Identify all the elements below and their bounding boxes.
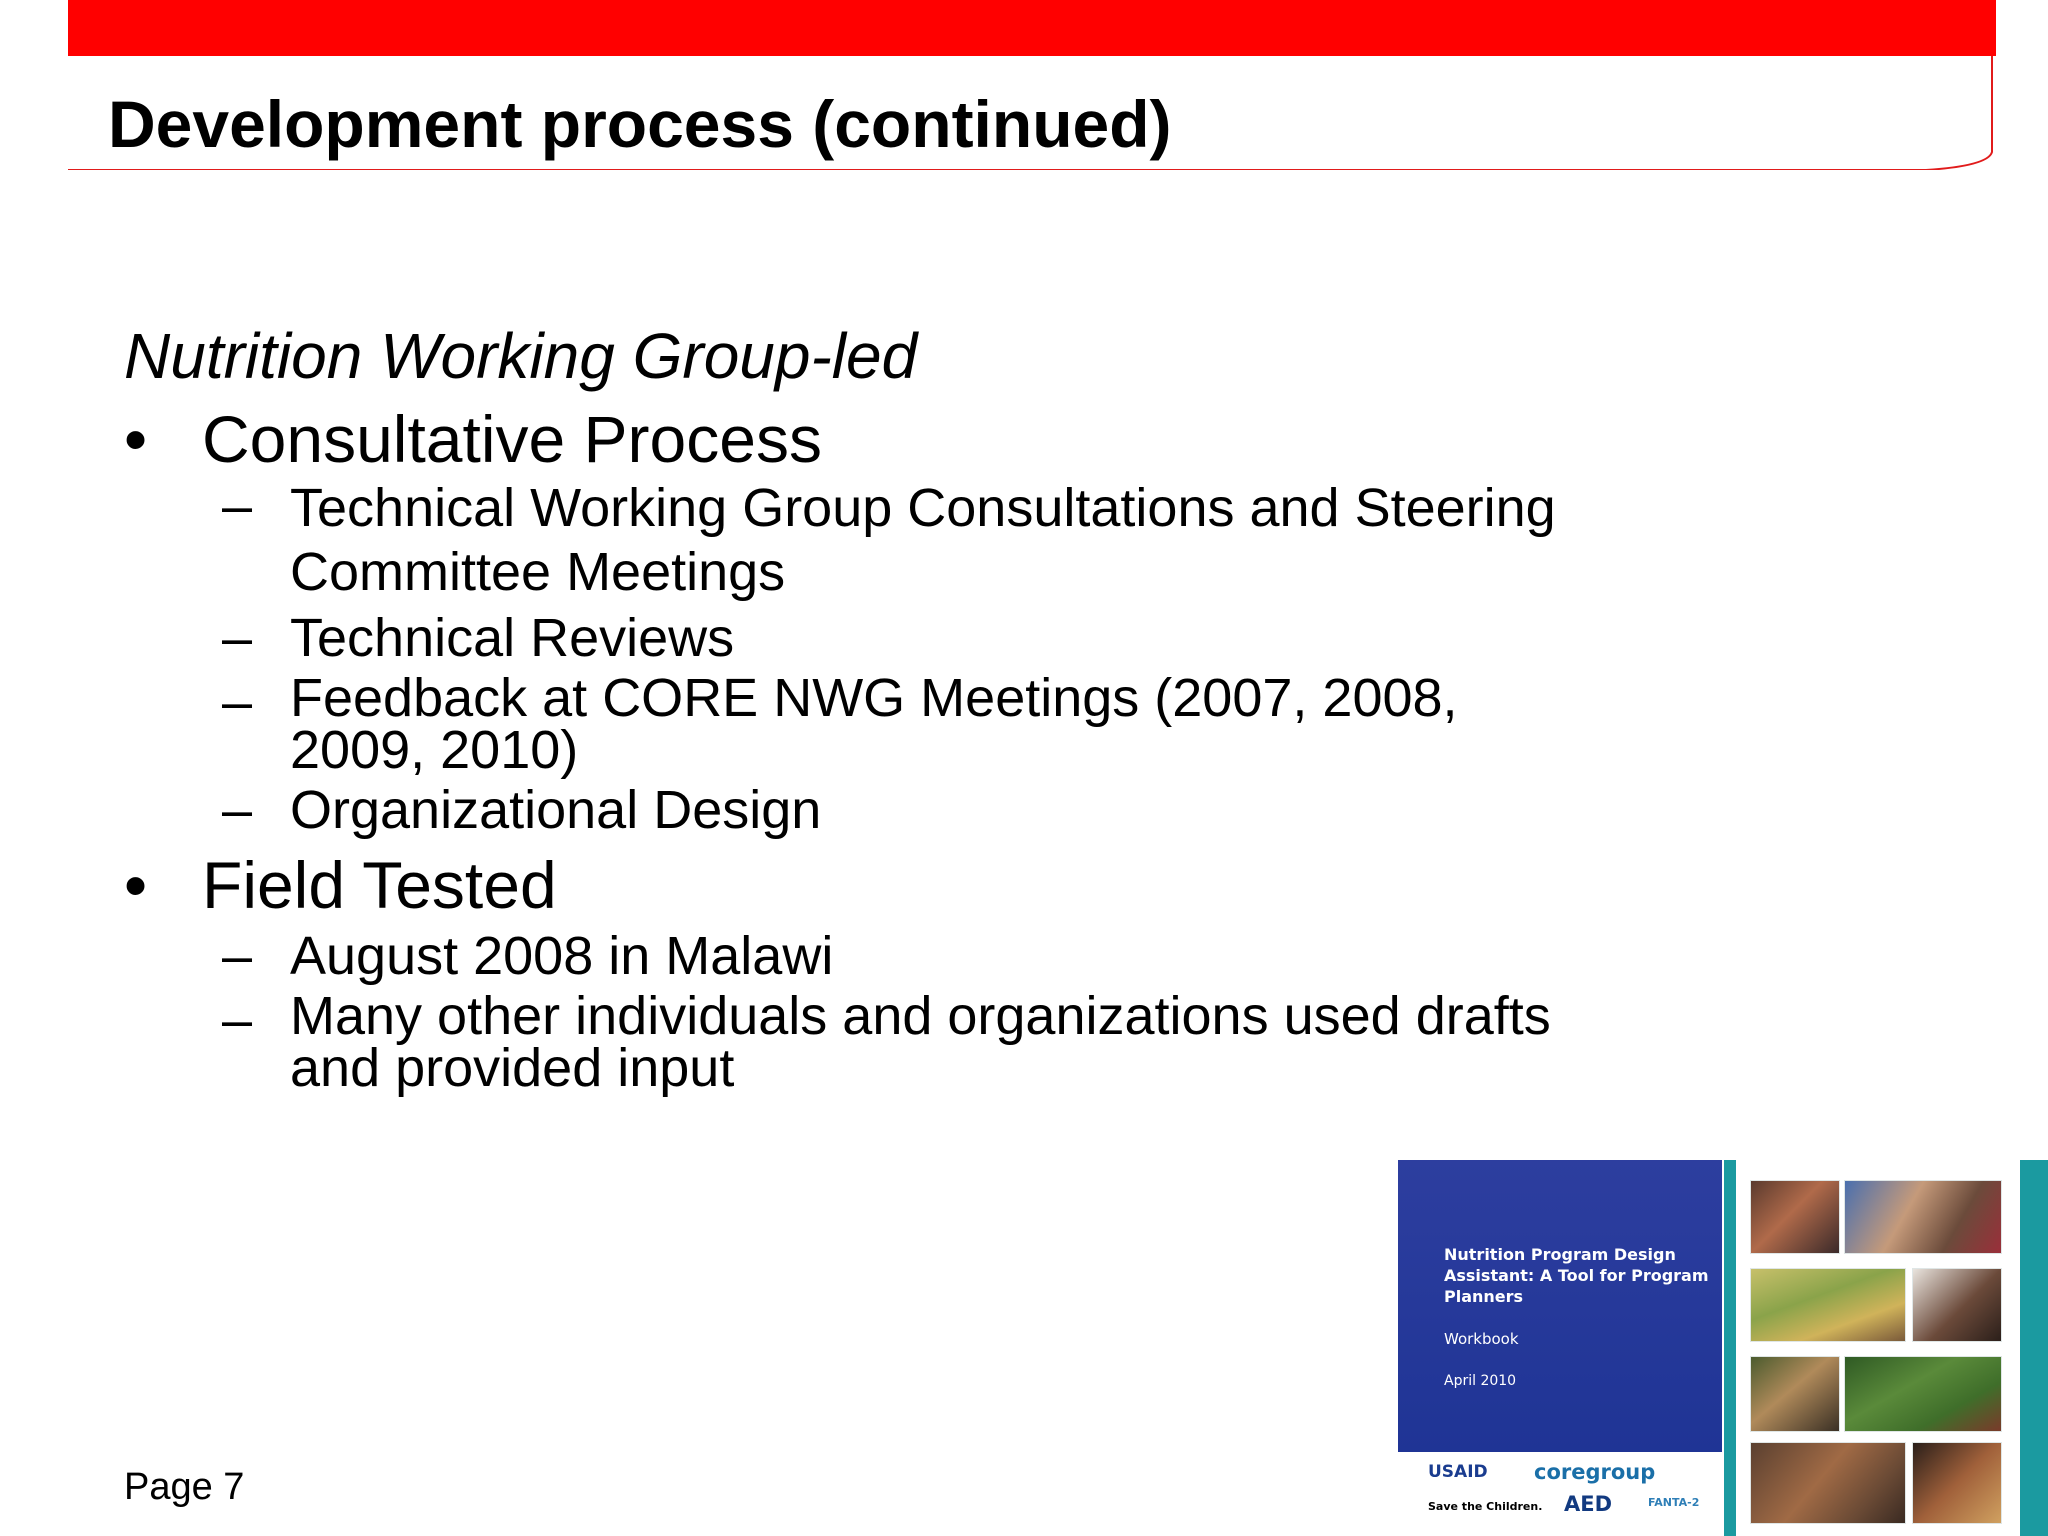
cover-teal-stripe-right (2020, 1160, 2048, 1536)
dash-mark: – (222, 926, 253, 986)
cover-subtitle: Workbook (1444, 1330, 1519, 1348)
bullet-mark: • (124, 848, 148, 922)
dash-mark: – (222, 990, 253, 1050)
page-number: Page 7 (124, 1466, 245, 1508)
usaid-logo: USAID (1428, 1462, 1488, 1482)
sub-item-text: 2009, 2010) (290, 720, 579, 780)
cover-blue-panel (1398, 1160, 1722, 1452)
bullet-label: Field Tested (202, 848, 557, 922)
sub-item-text: Organizational Design (290, 780, 822, 840)
photo-field-crops (1844, 1356, 2002, 1432)
photo-group-women (1844, 1180, 2002, 1254)
lead-text: Nutrition Working Group-led (124, 320, 918, 392)
bullet-field-tested (124, 848, 1724, 922)
sub-item-august-2008-malawi (124, 926, 1724, 986)
dash-mark: – (222, 672, 253, 732)
photo-village-group (1750, 1442, 1906, 1524)
photo-children-eating (1750, 1356, 1840, 1432)
fanta-logo: FANTA-2 (1648, 1496, 1700, 1509)
sub-item-text: Many other individuals and organizations used drafts (290, 986, 1551, 1046)
photo-woman-child (1912, 1268, 2002, 1342)
photo-mother-child (1750, 1180, 1840, 1254)
bullet-consultative-process (124, 402, 1724, 476)
workbook-cover-image (1398, 1160, 2048, 1536)
sub-item-text: Committee Meetings (290, 542, 786, 602)
photo-market-produce (1750, 1268, 1906, 1342)
cover-logo-strip (1398, 1452, 1722, 1536)
sub-item-other-individuals (124, 986, 1724, 1098)
aed-logo: AED (1564, 1492, 1613, 1516)
sub-item-text: and provided input (290, 1038, 735, 1098)
sub-item-text: Technical Reviews (290, 608, 735, 668)
dash-mark: – (222, 608, 253, 668)
sub-item-organizational-design (124, 780, 1724, 840)
sub-item-text: August 2008 in Malawi (290, 926, 834, 986)
sub-item-technical-working-group (124, 476, 1724, 604)
cover-teal-stripe (1724, 1160, 1736, 1536)
sub-item-text: Technical Working Group Consultations and Steering (290, 478, 1556, 538)
coregroup-logo: coregroup (1534, 1460, 1656, 1484)
dash-mark: – (222, 780, 253, 840)
save-the-children-logo: Save the Children. (1428, 1500, 1543, 1513)
bullet-label: Consultative Process (202, 402, 822, 476)
bullet-mark: • (124, 402, 148, 476)
cover-photo-grid (1736, 1160, 2018, 1536)
header-red-bar (68, 0, 1996, 56)
dash-mark: – (222, 476, 253, 536)
slide-title: Development process (continued) (108, 87, 1172, 161)
sub-item-core-nwg-feedback (124, 668, 1724, 780)
sub-item-text: Feedback at CORE NWG Meetings (2007, 2008, (290, 668, 1458, 728)
sub-item-technical-reviews (124, 608, 1724, 668)
cover-title: Nutrition Program Design Assistant: A Tool for Program Planners (1444, 1245, 1709, 1306)
photo-child-feeding (1912, 1442, 2002, 1524)
slide-body (124, 314, 1724, 1098)
cover-date: April 2010 (1444, 1373, 1517, 1389)
